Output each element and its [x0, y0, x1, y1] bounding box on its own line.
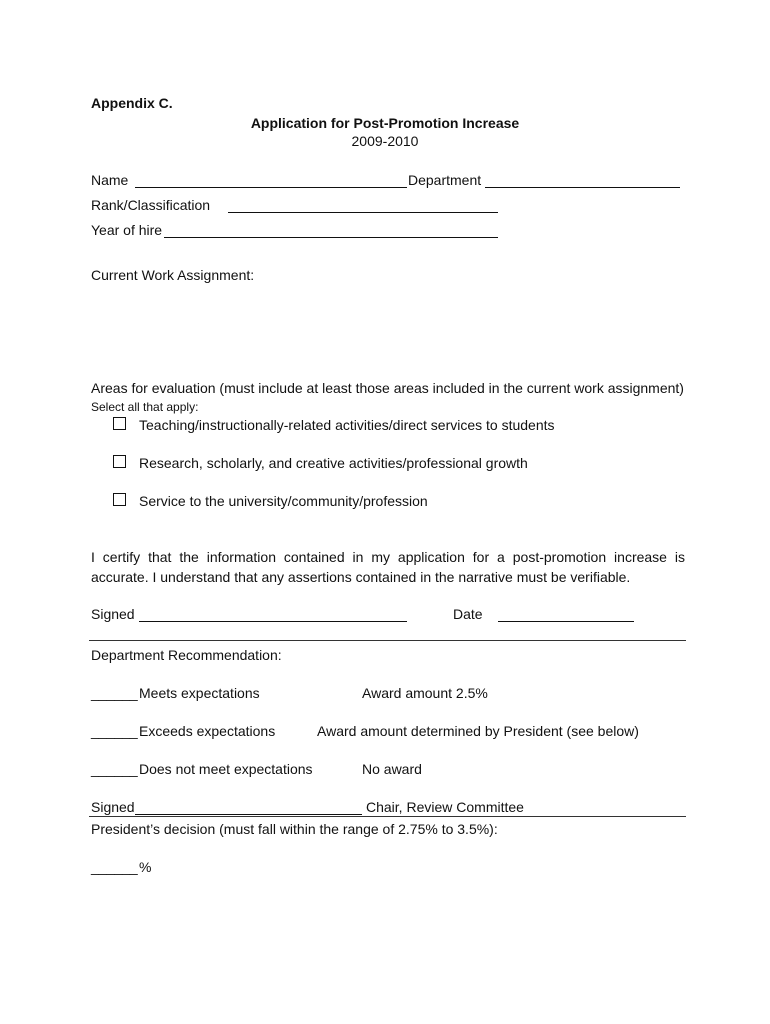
- committee-signature-field[interactable]: [135, 801, 362, 815]
- committee-signed-label: Signed: [91, 799, 135, 815]
- name-field[interactable]: [135, 174, 407, 188]
- president-decision-heading: President’s decision (must fall within the range of 2.75% to 3.5%):: [91, 821, 498, 837]
- department-recommendation-heading: Department Recommendation:: [91, 647, 282, 663]
- current-work-assignment-label: Current Work Assignment:: [91, 267, 255, 283]
- meets-expectations-label: Meets expectations: [139, 685, 260, 701]
- percent-sign: %: [139, 859, 152, 875]
- percent-blank[interactable]: ______: [91, 859, 138, 875]
- exceeds-blank[interactable]: ______: [91, 723, 138, 739]
- date-label: Date: [453, 606, 483, 622]
- rank-field[interactable]: [228, 199, 498, 213]
- meets-blank[interactable]: ______: [91, 685, 138, 701]
- section-divider: [89, 640, 686, 641]
- section-divider-2: [89, 816, 686, 817]
- select-all-label: Select all that apply:: [91, 400, 199, 414]
- meets-award-label: Award amount 2.5%: [362, 685, 488, 701]
- department-field[interactable]: [485, 174, 680, 188]
- research-checkbox[interactable]: [113, 455, 126, 468]
- teaching-checkbox[interactable]: [113, 417, 126, 430]
- chair-review-committee-label: Chair, Review Committee: [366, 799, 524, 815]
- name-label: Name: [91, 172, 129, 188]
- year-of-hire-field[interactable]: [164, 224, 498, 238]
- service-option-label: Service to the university/community/profession: [139, 493, 428, 509]
- signed-label: Signed: [91, 606, 135, 622]
- year-of-hire-label: Year of hire: [91, 222, 163, 238]
- document-title: Application for Post-Promotion Increase: [250, 115, 520, 131]
- certify-text-line2: accurate. I understand that any assertions contained in the narrative must be verifiable.: [91, 569, 631, 585]
- department-label: Department: [408, 172, 482, 188]
- service-checkbox[interactable]: [113, 493, 126, 506]
- date-field[interactable]: [498, 608, 634, 622]
- document-year: 2009-2010: [351, 133, 419, 149]
- does-not-meet-label: Does not meet expectations: [139, 761, 313, 777]
- rank-label: Rank/Classification: [91, 197, 211, 213]
- applicant-signature-field[interactable]: [139, 608, 407, 622]
- research-option-label: Research, scholarly, and creative activities/professional growth: [139, 455, 528, 471]
- exceeds-expectations-label: Exceeds expectations: [139, 723, 276, 739]
- certify-text-line1: I certify that the information contained in my application for a post-promotion increase is: [91, 549, 685, 565]
- evaluation-heading: Areas for evaluation (must include at least those areas included in the current work assignment): [91, 380, 684, 396]
- teaching-option-label: Teaching/instructionally-related activities/direct services to students: [139, 417, 555, 433]
- no-award-label: No award: [362, 761, 422, 777]
- exceeds-award-label: Award amount determined by President (see below): [317, 723, 639, 739]
- does-not-meet-blank[interactable]: ______: [91, 761, 138, 777]
- appendix-label: Appendix C.: [91, 95, 173, 111]
